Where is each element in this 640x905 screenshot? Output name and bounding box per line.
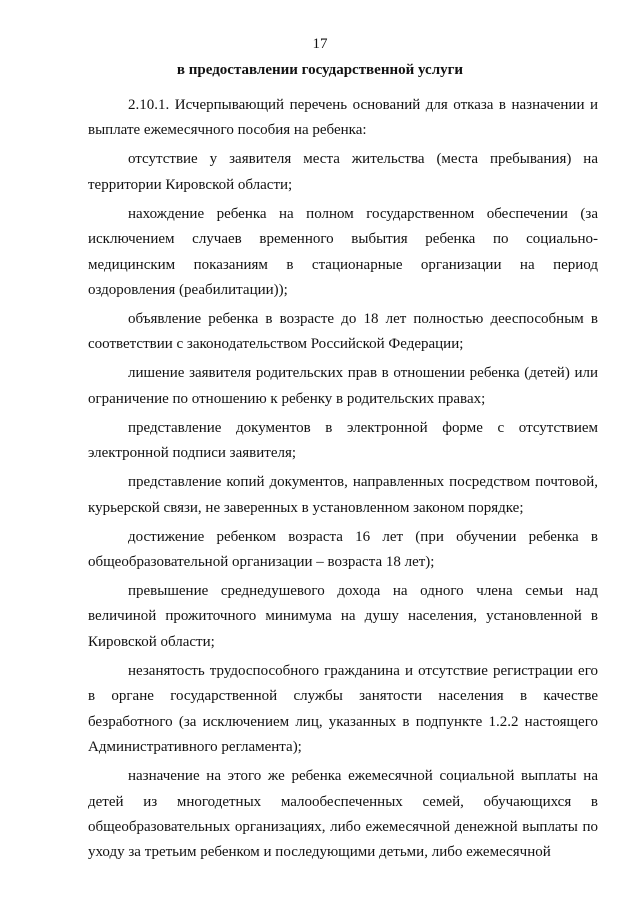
- paragraph-no-residence: отсутствие у заявителя места жительства (места пребывания) на территории Кировской области;: [88, 151, 598, 193]
- page-number: 17: [312, 36, 328, 52]
- paragraph-duplicate-payment: назначение на этого же ребенка ежемесячной социальной выплаты на детей из многодетных малообеспеченных семей, обучающихся в общеобразовательных организациях, либо ежемесячной денежной выплаты по уходу за третьим ребенком и последующими детьми, либо ежемесячной: [88, 768, 598, 861]
- paragraph-parental-rights: лишение заявителя родительских прав в отношении ребенка (детей) или ограничение по отношению к ребенку в родительских правах;: [88, 365, 598, 407]
- paragraph-state-support: нахождение ребенка на полном государственном обеспечении (за исключением случаев временного выбытия ребенка по социально-медицинским показаниям в стационарные организации на период оздоровления (реабилитации));: [88, 205, 598, 299]
- paragraph-unemployment: незанятость трудоспособного гражданина и отсутствие регистрации его в органе государственной службы занятости населения в качестве безработного (за исключением лиц, указанных в подпункте 1.2.2 настоящего Административного регламента);: [88, 662, 598, 756]
- section-heading: в предоставлении государственной услуги: [176, 62, 464, 78]
- document-body: [88, 93, 598, 869]
- paragraph-income-excess: превышение среднедушевого дохода на одного члена семьи над величиной прожиточного минимума на душу населения, установленной в Кировской области;: [88, 583, 598, 650]
- paragraph-age-limit: достижение ребенком возраста 16 лет (при обучении ребенка в общеобразовательной организации – возраста 18 лет);: [88, 528, 598, 571]
- paragraph-uncertified-copies: представление копий документов, направленных посредством почтовой, курьерской связи, не заверенных в установленном законом порядке;: [88, 474, 598, 516]
- paragraph-no-signature: представление документов в электронной форме с отсутствием электронной подписи заявителя;: [88, 419, 598, 462]
- paragraph-emancipation: объявление ребенка в возрасте до 18 лет полностью дееспособным в соответствии с законодательством Российской Федерации;: [88, 311, 598, 353]
- paragraph-intro: 2.10.1. Исчерпывающий перечень оснований для отказа в назначении и выплате ежемесячного пособия на ребенка:: [88, 97, 598, 139]
